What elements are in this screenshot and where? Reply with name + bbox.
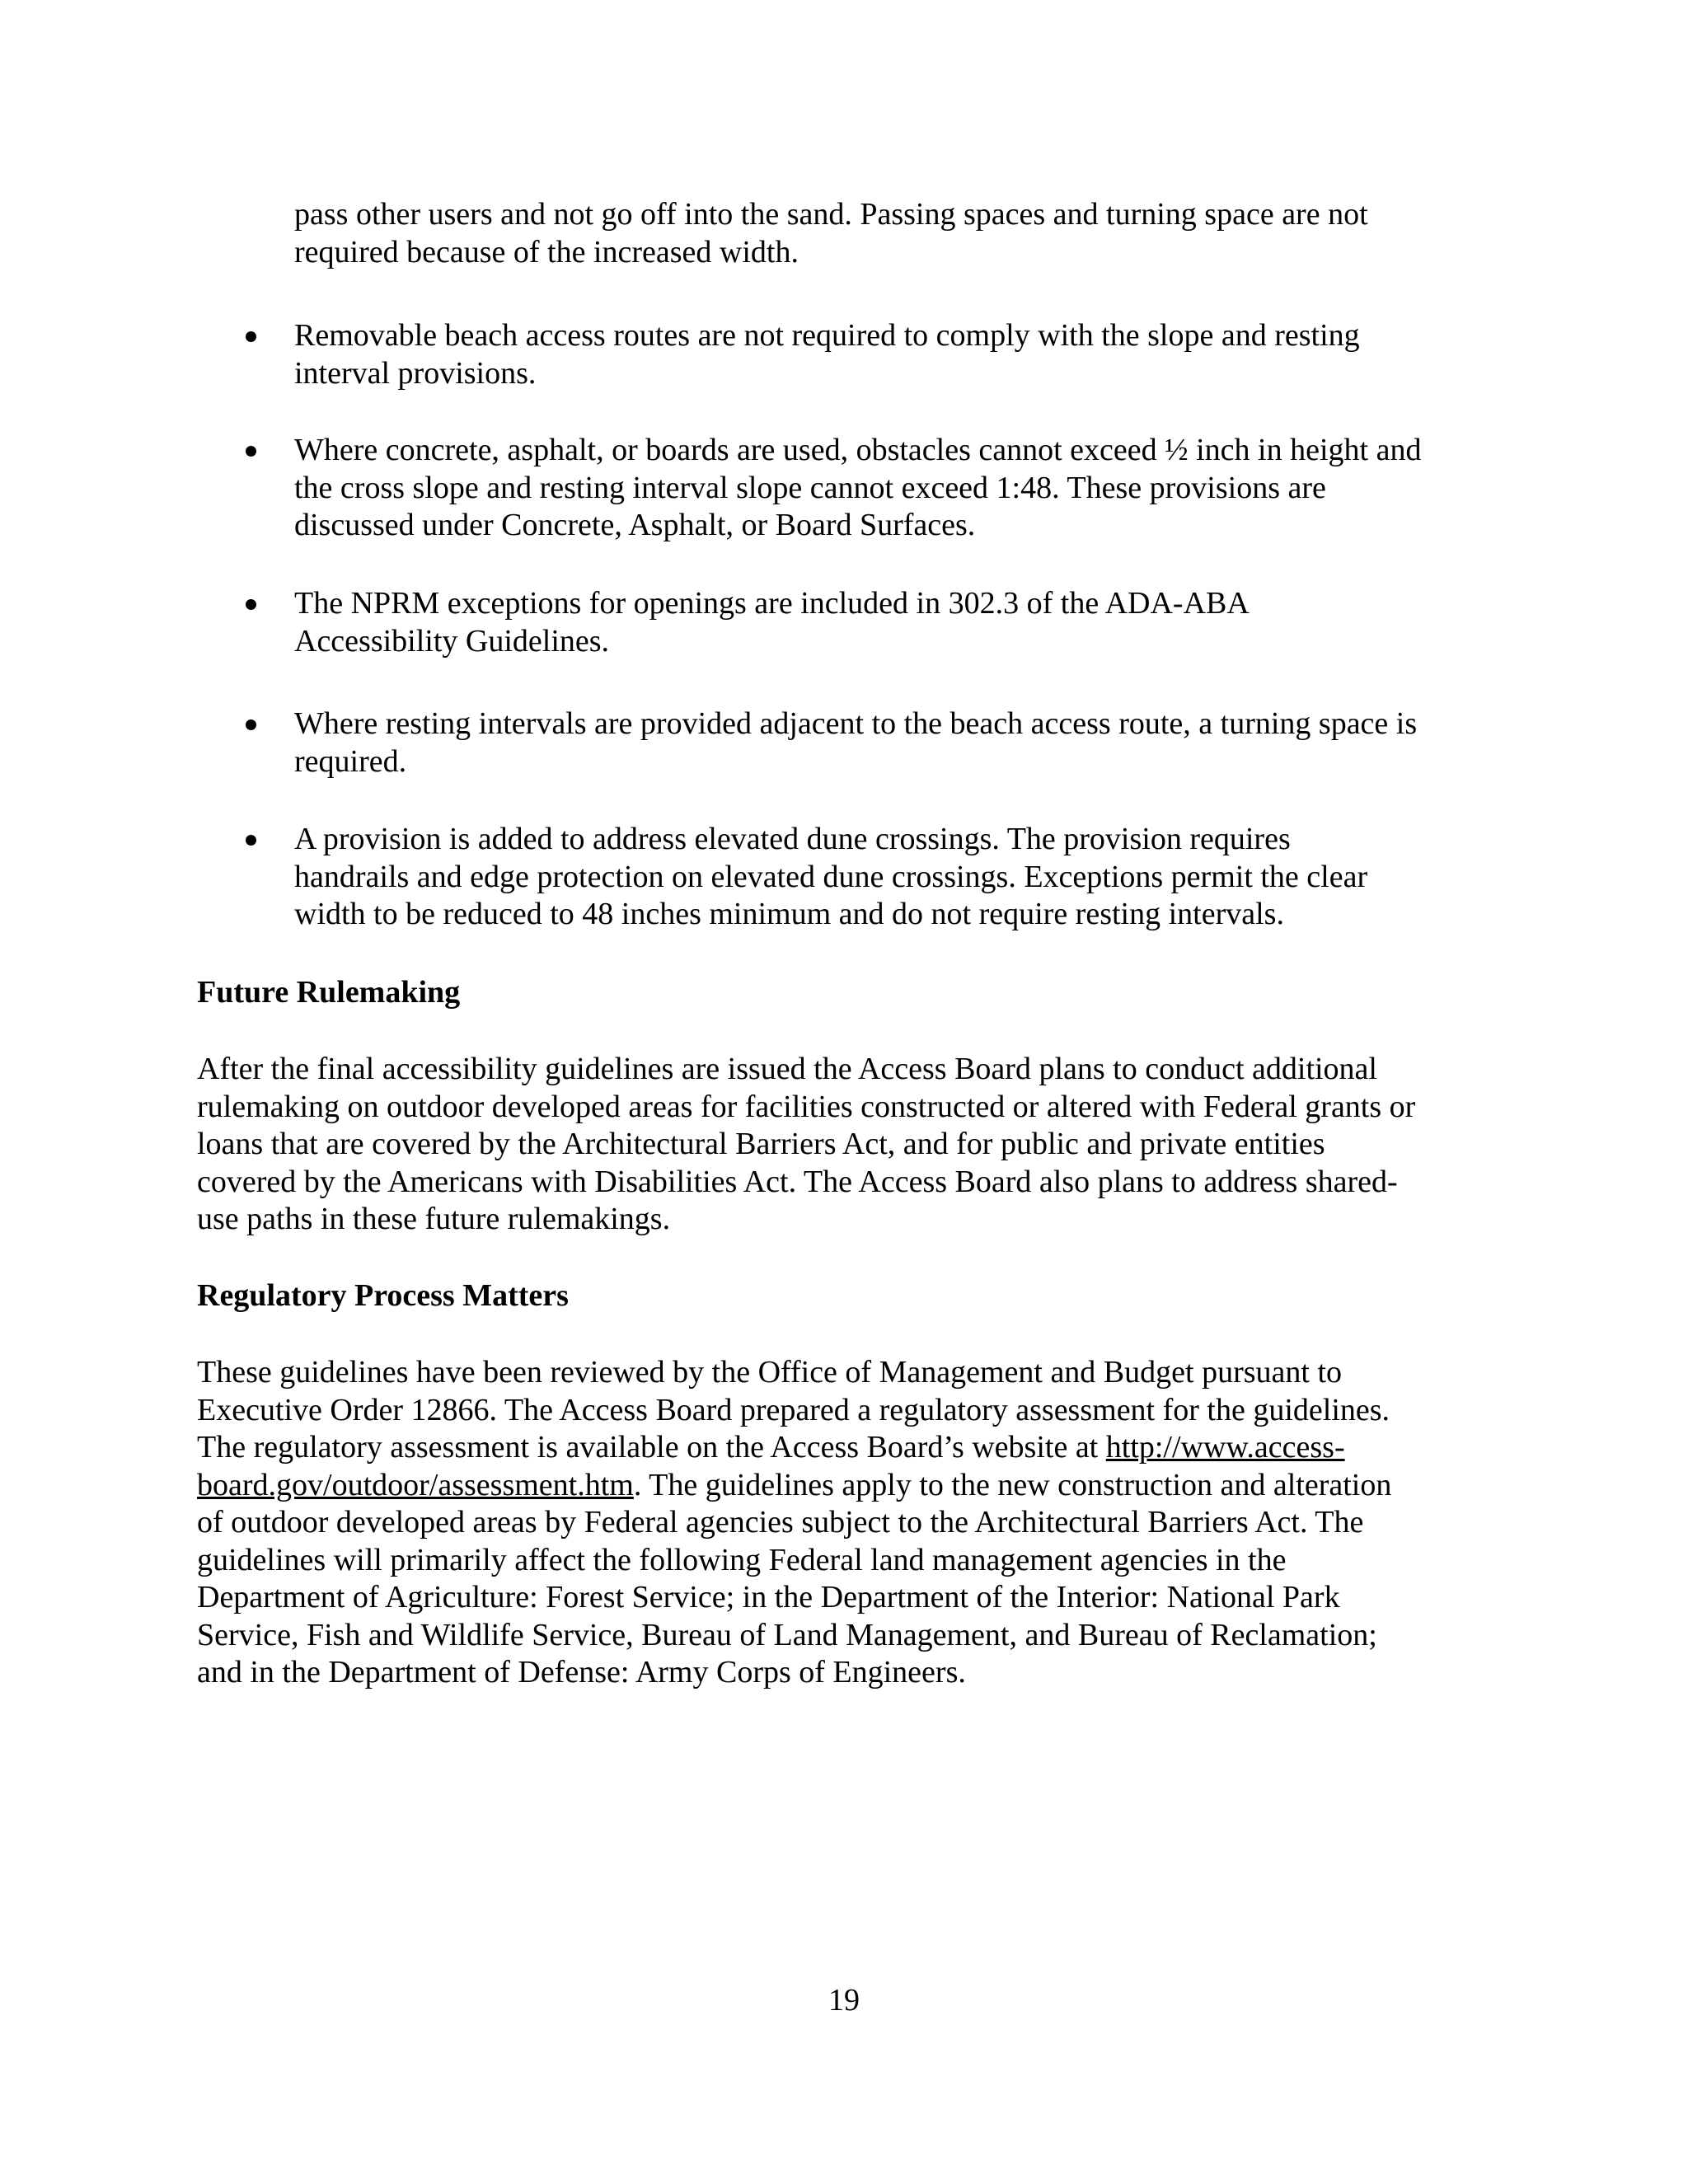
paragraph-line: use paths in these future rulemakings. xyxy=(197,1202,671,1236)
paragraph-line: Service, Fish and Wildlife Service, Bureau of Land Management, and Bureau of Reclamation; xyxy=(197,1617,1377,1652)
paragraph-line: After the final accessibility guidelines are issued the Access Board plans to conduct additional xyxy=(197,1052,1377,1086)
regulatory-paragraph xyxy=(197,1354,1391,1692)
continuation-paragraph xyxy=(294,196,1368,271)
bullet-line: Removable beach access routes are not required to comply with the slope and resting xyxy=(294,318,1360,353)
bullet-line: A provision is added to address elevated dune crossings. The provision requires xyxy=(294,822,1291,856)
bullet-line: width to be reduced to 48 inches minimum and do not require resting intervals. xyxy=(294,897,1284,931)
bullet-line: Where concrete, asphalt, or boards are used, obstacles cannot exceed ½ inch in height and xyxy=(294,433,1422,467)
bullet-line: Where resting intervals are provided adjacent to the beach access route, a turning space is xyxy=(294,706,1418,741)
bullet-icon xyxy=(246,331,256,342)
paragraph-line: guidelines will primarily affect the following Federal land management agencies in the xyxy=(197,1542,1287,1577)
section-heading-regulatory-process: Regulatory Process Matters xyxy=(197,1278,569,1313)
paragraph-line: covered by the Americans with Disabilities Act. The Access Board also plans to address shared- xyxy=(197,1164,1398,1199)
future-rulemaking-paragraph xyxy=(197,1051,1415,1239)
assessment-link[interactable]: http://www.access- xyxy=(1105,1430,1345,1465)
paragraph-line: of outdoor developed areas by Federal agencies subject to the Architectural Barriers Act. The xyxy=(197,1505,1364,1540)
paragraph-line: loans that are covered by the Architectural Barriers Act, and for public and private entities xyxy=(197,1127,1325,1161)
bullet-text xyxy=(294,432,1421,545)
bullet-icon xyxy=(246,446,256,457)
assessment-link[interactable]: board.gov/outdoor/assessment.htm xyxy=(197,1467,634,1502)
bullet-line: interval provisions. xyxy=(294,355,537,391)
paragraph-line: rulemaking on outdoor developed areas for facilities constructed or altered with Federal grants or xyxy=(197,1089,1416,1124)
paragraph-text: . The guidelines apply to the new construction and alteration xyxy=(633,1467,1392,1502)
bullet-line: the cross slope and resting interval slope cannot exceed 1:48. These provisions are xyxy=(294,470,1326,505)
bullet-text xyxy=(294,317,1360,392)
bullet-icon xyxy=(246,599,256,610)
bullet-text xyxy=(294,705,1417,780)
continuation-line: required because of the increased width. xyxy=(294,234,799,269)
continuation-line: pass other users and not go off into the sand. Passing spaces and turning space are not xyxy=(294,197,1368,232)
bullet-icon xyxy=(246,835,256,846)
bullet-line: discussed under Concrete, Asphalt, or Board Surfaces. xyxy=(294,508,976,542)
bullet-text xyxy=(294,821,1367,934)
bullet-line: handrails and edge protection on elevated dune crossings. Exceptions permit the clear xyxy=(294,859,1368,894)
paragraph-line: Department of Agriculture: Forest Service; in the Department of the Interior: National Park xyxy=(197,1580,1340,1615)
paragraph-text: The regulatory assessment is available on the Access Board’s website at xyxy=(197,1430,1106,1465)
paragraph-line: and in the Department of Defense: Army Corps of Engineers. xyxy=(197,1655,966,1690)
bullet-icon xyxy=(246,719,256,730)
paragraph-line: These guidelines have been reviewed by the Office of Management and Budget pursuant to xyxy=(197,1355,1343,1390)
paragraph-line xyxy=(197,1467,1391,1505)
bullet-text xyxy=(294,585,1250,660)
page-number: 19 xyxy=(828,1983,860,2018)
bullet-line: Accessibility Guidelines. xyxy=(294,623,610,658)
bullet-line: The NPRM exceptions for openings are included in 302.3 of the ADA-ABA xyxy=(294,586,1250,621)
bullet-line: required. xyxy=(294,743,407,779)
paragraph-line: Executive Order 12866. The Access Board prepared a regulatory assessment for the guidelines. xyxy=(197,1392,1390,1427)
section-heading-future-rulemaking: Future Rulemaking xyxy=(197,975,461,1010)
paragraph-line xyxy=(197,1429,1391,1467)
